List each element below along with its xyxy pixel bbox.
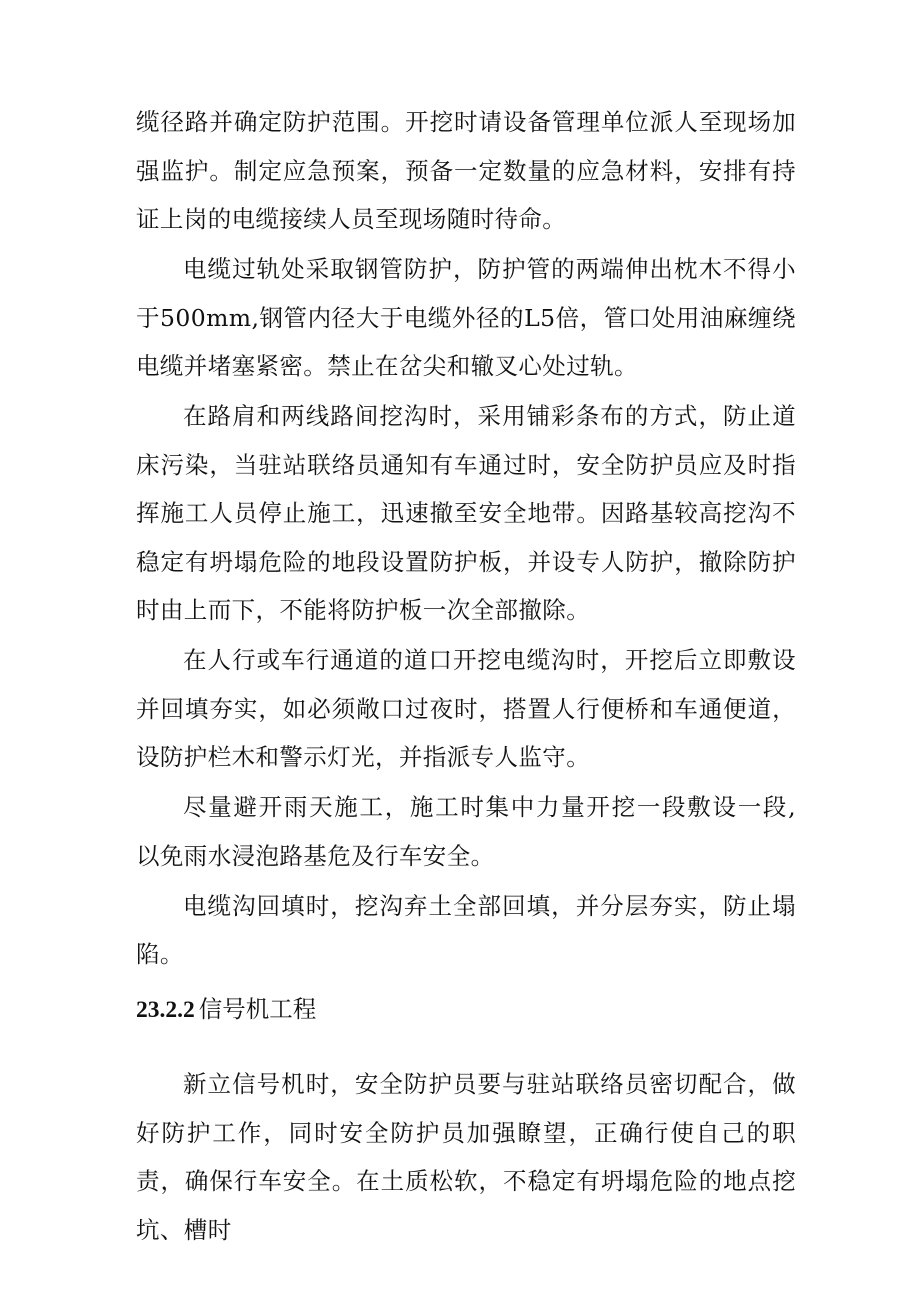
paragraph-trench-digging: 在路肩和两线路间挖沟时，采用铺彩条布的方式，防止道床污染，当驻站联络员通知有车通过时，安全防护员应及时指挥施工人员停止施工，迅速撤至安全地带。因路基较高挖沟不稳定有坍塌危险的地段设置防护板，并设专人防护，撤除防护时由上而下，不能将防护板一次全部撤除。 xyxy=(136,402,796,624)
section-heading xyxy=(136,985,796,1035)
paragraph-rain-avoidance: 尽量避开雨天施工，施工时集中力量开挖一段敷设一段, 以免雨水浸泡路基危及行车安全。 xyxy=(136,793,796,870)
paragraph-signal-install: 新立信号机时，安全防护员要与驻站联络员密切配合，做好防护工作，同时安全防护员加强瞭望，正确行使自己的职责，确保行车安全。在土质松软，不稳定有坍塌危险的地点挖坑、槽时 xyxy=(136,1070,796,1244)
paragraph-crossing-road: 在人行或车行通道的道口开挖电缆沟时，开挖后立即敷设并回填夯实，如必须敞口过夜时，搭置人行便桥和车通便道，设防护栏木和警示灯光，并指派专人监守。 xyxy=(136,646,796,771)
paragraph-backfill: 电缆沟回填时，挖沟弃土全部回填，并分层夯实，防止塌陷。 xyxy=(136,891,796,968)
section-number: 23.2.2 xyxy=(136,996,195,1023)
paragraph-continuation: 缆径路并确定防护范围。开挖时请设备管理单位派人至现场加强监护。制定应急预案，预备一定数量的应急材料，安排有持证上岗的电缆接续人员至现场随时待命。 xyxy=(136,108,796,233)
section-title: 信号机工程 xyxy=(198,994,317,1023)
paragraph-cable-crossing: 电缆过轨处采取钢管防护，防护管的两端伸出枕木不得小于500mm,钢管内径大于电缆外径的L5倍，管口处用油麻缠绕电缆并堵塞紧密。禁止在岔尖和辙叉心处过轨。 xyxy=(136,255,796,380)
document-body xyxy=(136,98,796,1256)
